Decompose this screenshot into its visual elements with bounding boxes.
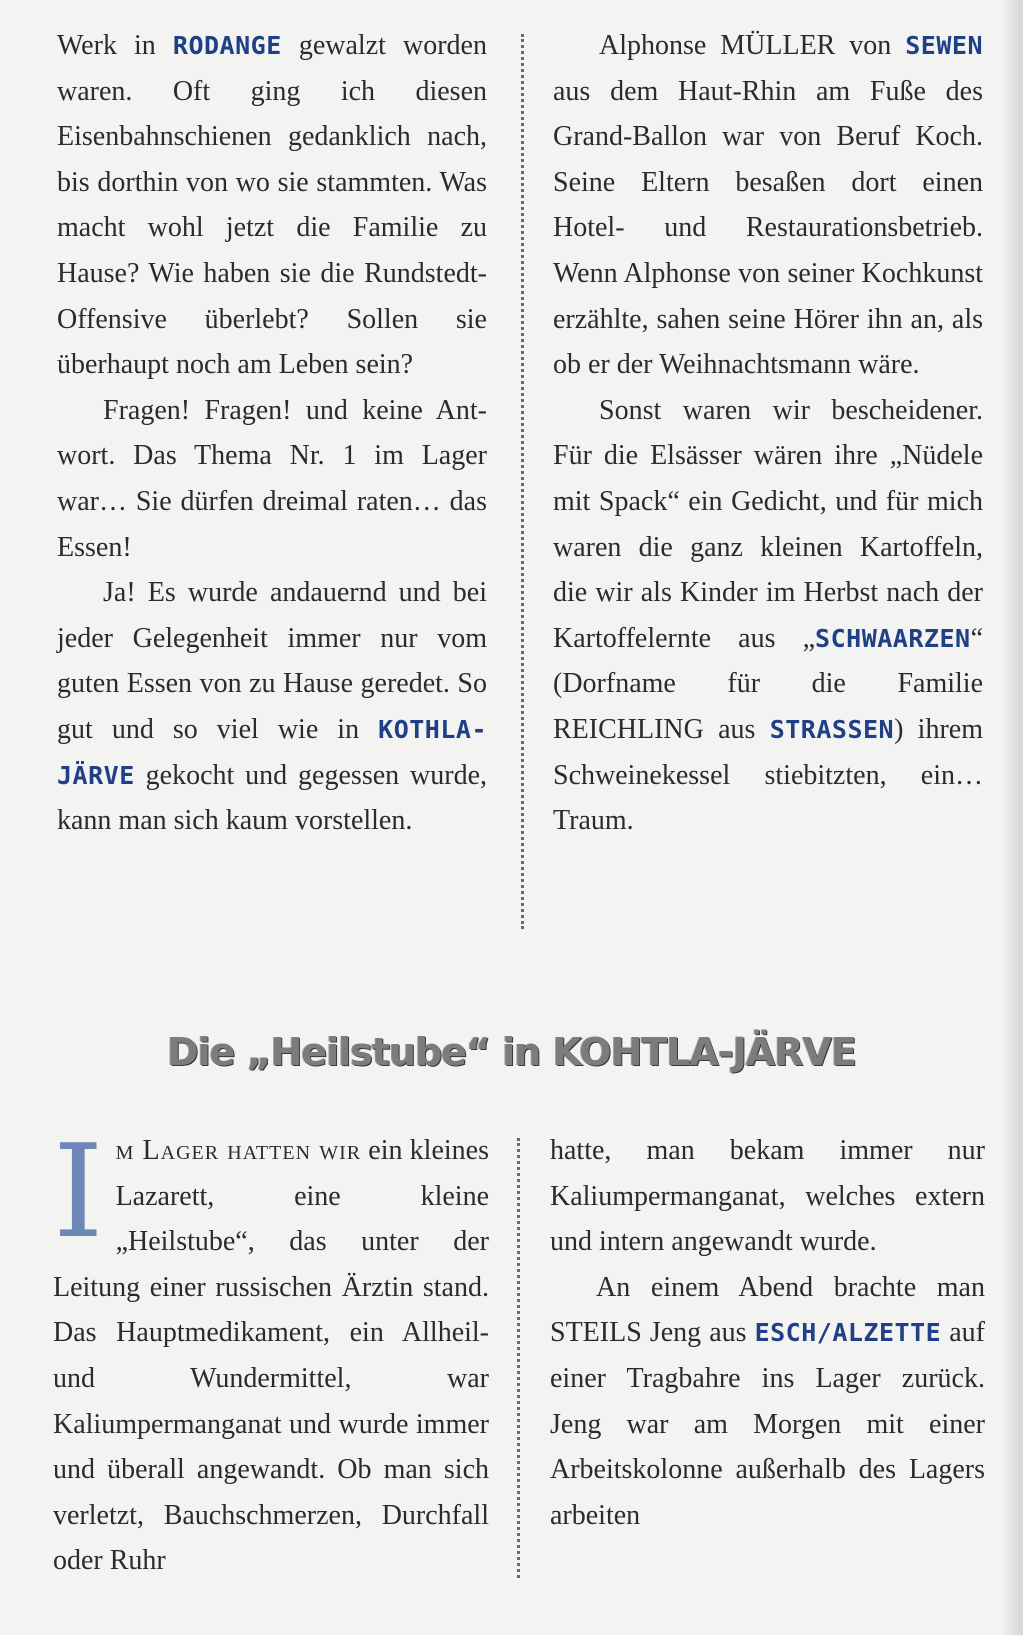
text-run: An einem Abend brachte man STEILS Jeng aus <box>550 1271 985 1349</box>
paragraph <box>53 1118 489 1584</box>
section-heading: Die „Heilstube“ in KOHTLA-JÄRVE <box>167 1030 856 1074</box>
place-name: SEWEN <box>905 31 983 60</box>
place-name: KOTHLA-JÄRVE <box>57 714 487 790</box>
text-run: ) ihrem Schweinekessel stiebitzten, ein… Traum. <box>553 713 983 837</box>
place-name: ESCH/ALZETTE <box>754 1318 942 1348</box>
column-divider <box>521 34 524 929</box>
top-left-column <box>57 23 487 844</box>
paragraph <box>553 23 983 388</box>
text-run: Sonst waren wir bescheidener. Für die Elsässer wären ihre „Nüdele mit Spack“ ein Gedicht, und für mich waren die ganz kleinen Kartoffeln, die wir als Kinder im Herbst nach der Kartoffelernte aus „ <box>553 394 983 654</box>
page-edge-shadow <box>1001 0 1023 1635</box>
column-divider <box>517 1138 520 1578</box>
lead-in: m Lager hatten wir <box>115 1135 362 1166</box>
paragraph <box>550 1265 985 1539</box>
text-run: aus dem Haut-Rhin am Fuße des Grand-Ballon war von Beruf Koch. Seine Eltern besaßen dort einen Hotel- und Restaurationsbetrieb. Wenn Alphonse von seiner Kochkunst erzählte, sahen seine Hörer ihn an, als ob er der Weihnachtsmann wäre. <box>553 75 983 381</box>
place-name: SCHWAARZEN <box>815 623 971 653</box>
text-run: “ (Dorfname für die Familie REICHLING aus <box>553 622 983 745</box>
top-right-column <box>553 23 983 844</box>
text-run: Ja! Es wurde andauernd und bei jeder Gelegenheit immer nur vom guten Essen von zu Hause geredet. So gut und so viel wie in <box>57 577 487 745</box>
text-run: gewalzt worden waren. Oft ging ich diesen Eisenbahnschienen gedanklich nach, bis dorthin von wo sie stammten. Was macht wohl jetzt die Familie zu Hause? Wie haben sie die Rundstedt-Offensive überlebt? Sollen sie überhaupt noch am Leben sein? <box>57 30 487 381</box>
paragraph <box>553 388 983 844</box>
paragraph <box>57 23 487 388</box>
text-run: Alphonse MÜLLER von <box>599 30 906 61</box>
text-run: auf einer Tragbahre ins Lager zurück. Jeng war am Morgen mit einer Arbeitskolonne außerhalb des Lagers arbeiten <box>550 1317 985 1531</box>
drop-cap: I <box>53 1118 104 1267</box>
text-run: ein kleines Lazarett, eine kleine „Heilstube“, das unter der Leitung einer russischen Ärztin stand. Das Hauptmedikament, ein Allheil- und Wundermittel, war Kaliumpermanganat und wurde immer und überall angewandt. Ob man sich verletzt, Bauchschmerzen, Durchfall oder Ruhr <box>53 1135 489 1577</box>
paragraph: hatte, man bekam immer nur Kaliumpermanganat, welches extern und intern angewandt wurde. <box>550 1135 985 1258</box>
place-name: RODANGE <box>172 31 282 60</box>
paragraph: Fragen! Fragen! und keine Antwort. Das Thema Nr. 1 im Lager war… Sie dürfen dreimal raten… das Essen! <box>57 394 487 563</box>
bottom-left-column <box>53 1118 489 1584</box>
text-run: gekocht und gegessen wurde, kann man sich kaum vorstellen. <box>57 759 487 837</box>
place-name: STRASSEN <box>769 714 895 744</box>
paragraph <box>57 570 487 844</box>
bottom-right-column <box>550 1128 985 1538</box>
text-run: Werk in <box>57 30 173 61</box>
